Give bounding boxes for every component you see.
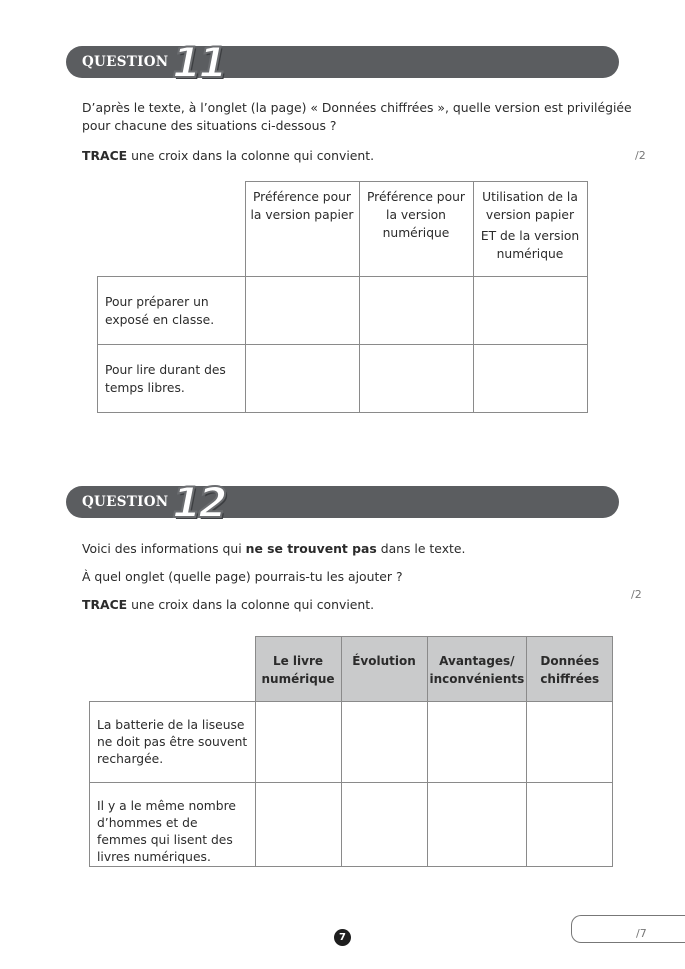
row-label: Pour préparer un exposé en classe. — [98, 277, 246, 345]
question-12-banner — [66, 478, 619, 527]
row-label: La batterie de la liseuse ne doit pas être souvent rechargée. — [90, 702, 256, 783]
q11-intro-line2: pour chacune des situations ci-dessous ? — [82, 118, 337, 133]
col-header — [473, 182, 587, 277]
q11-instruction — [82, 147, 374, 165]
col-header-line: ET de la version numérique — [480, 229, 580, 261]
answer-cell[interactable] — [255, 783, 341, 867]
trace-keyword: TRACE — [82, 597, 128, 612]
col-header: Le livre numérique — [255, 637, 341, 702]
q11-intro — [82, 99, 632, 135]
col-header: Données chiffrées — [527, 637, 613, 702]
table-corner — [98, 182, 246, 277]
question-number: 12 — [172, 478, 225, 527]
trace-text: une croix dans la colonne qui convient. — [127, 597, 375, 612]
q12-intro-line2: À quel onglet (quelle page) pourrais-tu les ajouter ? — [82, 569, 403, 584]
q12-intro-text: dans le texte. — [376, 541, 466, 556]
total-score-box — [571, 915, 685, 943]
answer-cell[interactable] — [473, 345, 587, 413]
row-label: Il y a le même nombre d’hommes et de femmes qui lisent des livres numériques. — [90, 783, 256, 867]
total-score: /7 — [636, 927, 647, 940]
col-header-line: Utilisation de la version papier — [482, 190, 578, 222]
row-label: Pour lire durant des temps libres. — [98, 345, 246, 413]
q12-answer-table — [89, 636, 613, 867]
question-label: QUESTION — [82, 494, 169, 510]
col-header: Avantages/ inconvénients — [427, 637, 527, 702]
q12-score: /2 — [631, 588, 642, 601]
q12-intro-text: Voici des informations qui — [82, 541, 246, 556]
answer-cell[interactable] — [341, 702, 427, 783]
col-header: Préférence pour la version papier — [245, 182, 359, 277]
trace-text: une croix dans la colonne qui convient. — [127, 148, 375, 163]
answer-cell[interactable] — [427, 702, 527, 783]
answer-cell[interactable] — [341, 783, 427, 867]
q12-intro-line1 — [82, 540, 465, 558]
answer-cell[interactable] — [527, 702, 613, 783]
question-number: 11 — [172, 38, 225, 87]
trace-keyword: TRACE — [82, 148, 128, 163]
answer-cell[interactable] — [527, 783, 613, 867]
question-11-banner — [66, 38, 619, 87]
answer-cell[interactable] — [245, 277, 359, 345]
answer-cell[interactable] — [359, 345, 473, 413]
table-corner — [90, 637, 256, 702]
q11-score: /2 — [635, 149, 646, 162]
question-label: QUESTION — [82, 54, 169, 70]
q11-answer-table — [97, 181, 588, 413]
answer-cell[interactable] — [427, 783, 527, 867]
q12-intro-emphasis: ne se trouvent pas — [245, 541, 377, 556]
answer-cell[interactable] — [255, 702, 341, 783]
page-number-badge: 7 — [334, 929, 351, 946]
answer-cell[interactable] — [473, 277, 587, 345]
q12-instruction — [82, 596, 374, 614]
col-header: Évolution — [341, 637, 427, 702]
answer-cell[interactable] — [359, 277, 473, 345]
col-header: Préférence pour la version numérique — [359, 182, 473, 277]
answer-cell[interactable] — [245, 345, 359, 413]
q11-intro-line1: D’après le texte, à l’onglet (la page) « Données chiffrées », quelle version est privilégiée — [82, 100, 632, 115]
